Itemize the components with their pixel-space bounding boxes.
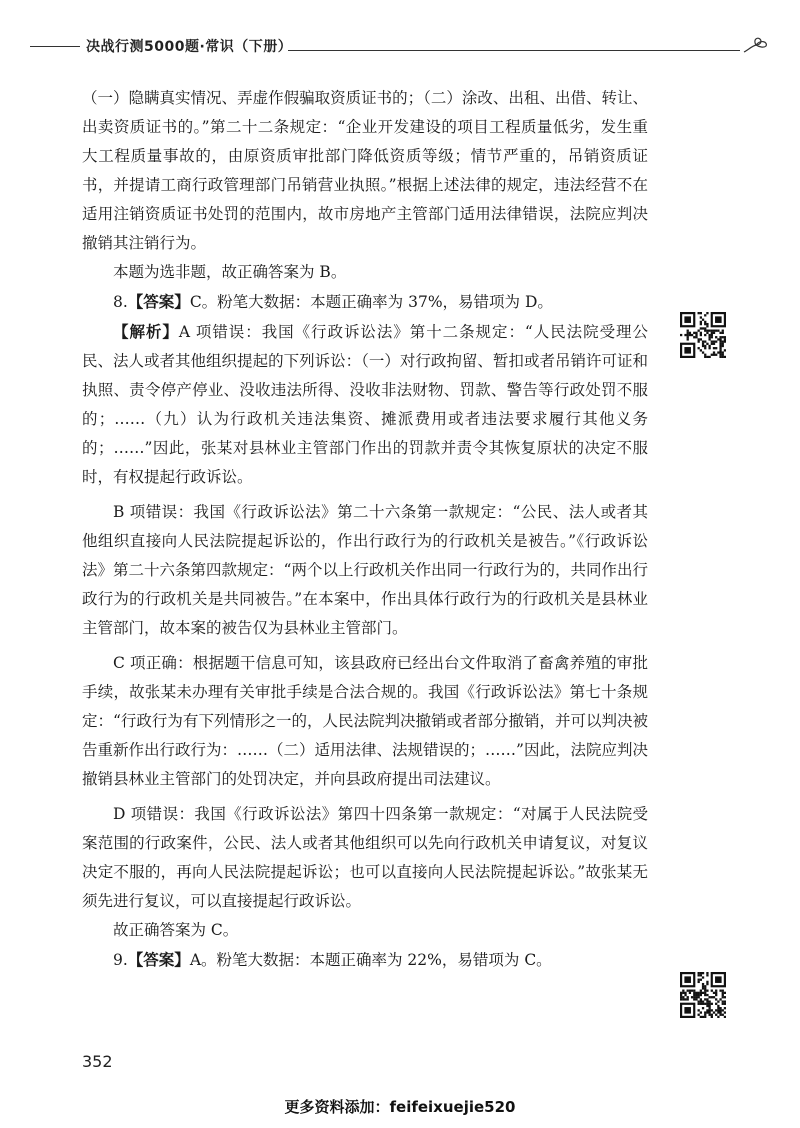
answer-label: 【答案】 bbox=[127, 950, 190, 969]
answer-label: 【答案】 bbox=[127, 292, 190, 311]
qr-code-icon bbox=[680, 312, 726, 358]
paragraph bbox=[82, 317, 648, 492]
paragraph-text: 9. bbox=[113, 951, 128, 969]
paragraph bbox=[82, 649, 648, 794]
paragraph bbox=[82, 498, 648, 643]
paragraph-text: 本题为选非题，故正确答案为 B。 bbox=[113, 263, 347, 281]
paragraph-text: B 项错误：我国《行政诉讼法》第二十六条第一款规定：“公民、法人或者其他组织直接向人民法院提起诉讼的，作出行政行为的行政机关是被告。”《行政诉讼法》第二十六条第四款规定：“两个以上行政机关作出同一行政行为的，共同作出行政行为的行政机关是共同被告。”在本案中，作出具体行政行为的行政机关是县林业主管部门，故本案的被告仅为县林业主管部门。 bbox=[82, 503, 648, 637]
paragraph bbox=[82, 800, 648, 916]
body-text bbox=[82, 84, 648, 975]
header-title: 决战行测5000题·常识（下册） bbox=[86, 39, 293, 55]
page-number: 352 bbox=[82, 1052, 113, 1071]
footer-watermark: 更多资料添加：feifeixuejie520 bbox=[284, 1098, 516, 1116]
answer-label: 【解析】 bbox=[113, 322, 179, 341]
paragraph bbox=[82, 84, 648, 258]
qr-code-icon bbox=[680, 972, 726, 1018]
paragraph-text: C 项正确：根据题干信息可知，该县政府已经出台文件取消了畜禽养殖的审批手续，故张某未办理有关审批手续是合法合规的。我国《行政诉讼法》第七十条规定：“行政行为有下列情形之一的，人民法院判决撤销或者部分撤销，并可以判决被告重新作出行政行为：……（二）适用法律、法规错误的；……”因此，法院应判决撤销县林业主管部门的处罚决定，并向县政府提出司法建议。 bbox=[82, 654, 648, 788]
paragraph-text: C。粉笔大数据：本题正确率为 37%，易错项为 D。 bbox=[189, 293, 553, 311]
paragraph bbox=[82, 258, 648, 287]
paragraph-text: A。粉笔大数据：本题正确率为 22%，易错项为 C。 bbox=[189, 951, 552, 969]
paragraph bbox=[82, 287, 648, 317]
leaf-ornament-icon bbox=[742, 36, 770, 54]
paragraph-text: 8. bbox=[113, 293, 128, 311]
paragraph-text: D 项错误：我国《行政诉讼法》第四十四条第一款规定：“对属于人民法院受案范围的行政案件，公民、法人或者其他组织可以先向行政机关申请复议，对复议决定不服的，再向人民法院提起诉讼；也可以直接向人民法院提起诉讼。”故张某无须先进行复议，可以直接提起行政诉讼。 bbox=[82, 805, 648, 910]
paragraph-text: 故正确答案为 C。 bbox=[113, 921, 239, 939]
paragraph-text: A 项错误：我国《行政诉讼法》第十二条规定：“人民法院受理公民、法人或者其他组织提起的下列诉讼：（一）对行政拘留、暂扣或者吊销许可证和执照、责令停产停业、没收违法所得、没收非法财物、罚款、警告等行政处罚不服的；……（九）认为行政机关违法集资、摊派费用或者违法要求履行其他义务的；……”因此，张某对县林业主管部门作出的罚款并责令其恢复原状的决定不服时，有权提起行政诉讼。 bbox=[82, 323, 648, 486]
paragraph bbox=[82, 916, 648, 945]
header-rule bbox=[288, 50, 740, 51]
running-header bbox=[30, 36, 770, 58]
header-lead-rule bbox=[30, 46, 80, 47]
paragraph-text: （一）隐瞒真实情况、弄虚作假骗取资质证书的；（二）涂改、出租、出借、转让、出卖资质证书的。”第二十二条规定：“企业开发建设的项目工程质量低劣，发生重大工程质量事故的，由原资质审批部门降低资质等级；情节严重的，吊销资质证书，并提请工商行政管理部门吊销营业执照。”根据上述法律的规定，违法经营不在适用注销资质证书处罚的范围内，故市房地产主管部门适用法律错误，法院应判决撤销其注销行为。 bbox=[82, 89, 648, 252]
paragraph bbox=[82, 945, 648, 975]
